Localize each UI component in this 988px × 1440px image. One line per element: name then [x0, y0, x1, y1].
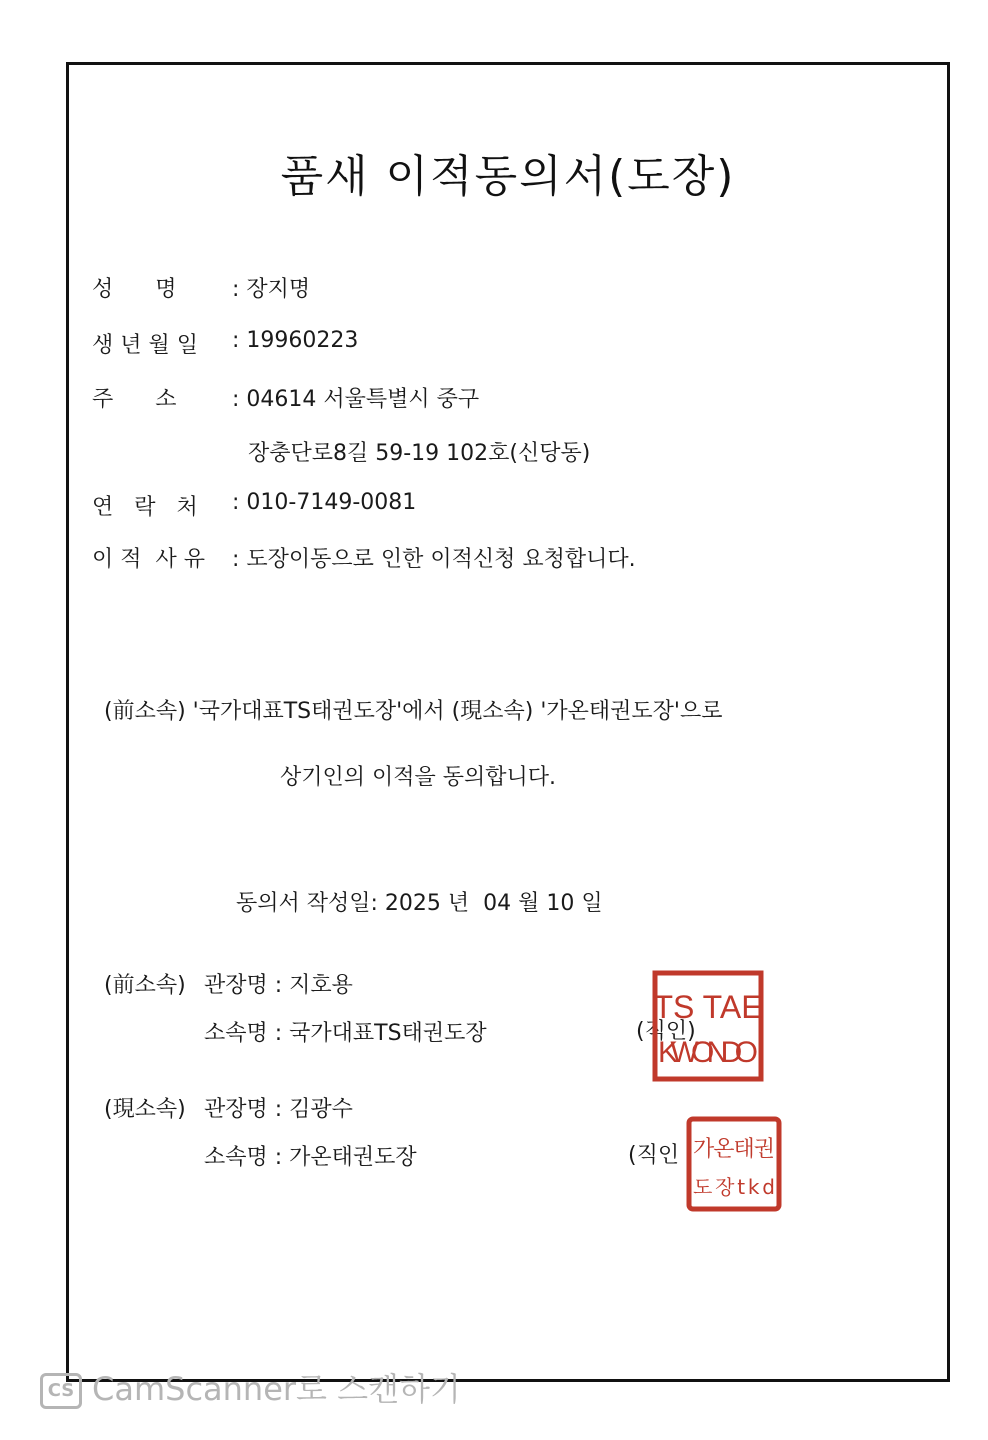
name-value: : 장지명 [232, 277, 311, 302]
current-director: 관장명 : 김광수 [204, 1097, 353, 1122]
svg-text:가온태권: 가온태권 [693, 1137, 775, 1162]
camscanner-watermark [40, 1364, 461, 1410]
birth-label: 생 년 월 일 [92, 333, 198, 358]
statement-line1: (前소속) '국가대표TS태권도장'에서 (現소속) '가온태권도장'으로 [104, 699, 723, 724]
current-seal-label: (직인 [628, 1143, 680, 1168]
previous-director: 관장명 : 지호용 [204, 973, 353, 998]
previous-seal-label: (직인) [636, 1019, 696, 1044]
reason-label: 이 적 사 유 [92, 547, 205, 572]
statement-line2: 상기인의 이적을 동의합니다. [280, 765, 557, 790]
name-label: 성 명 [92, 277, 177, 302]
reason-value: : 도장이동으로 인한 이적신청 요청합니다. [232, 547, 636, 572]
address-value-line2: 장충단로8길 59-19 102호(신당동) [248, 441, 591, 466]
date-line: 동의서 작성일: 2025 년 04 월 10 일 [236, 891, 603, 916]
address-label: 주 소 [92, 387, 177, 412]
camscanner-logo-icon: CS [40, 1373, 82, 1409]
previous-prefix: (前소속) [104, 973, 186, 998]
svg-text:KWONDO: KWONDO [658, 1036, 758, 1069]
address-value-line1: : 04614 서울특별시 중구 [232, 387, 480, 412]
ts-taekwondo-seal-stamp [652, 970, 764, 1082]
birth-value: : 19960223 [232, 328, 359, 353]
contact-label: 연 락 처 [92, 495, 198, 520]
camscanner-watermark-text: CamScanner로 스캔하기 [92, 1370, 461, 1408]
gaon-taekwondo-seal-stamp [686, 1116, 782, 1212]
svg-text:도장tkd: 도장tkd [693, 1175, 775, 1199]
current-prefix: (現소속) [104, 1097, 186, 1122]
current-affiliation: 소속명 : 가온태권도장 [204, 1145, 417, 1170]
contact-value: : 010-7149-0081 [232, 490, 417, 515]
svg-text:TS TAE: TS TAE [653, 989, 763, 1025]
document-title: 품새 이적동의서(도장) [280, 151, 736, 202]
previous-affiliation: 소속명 : 국가대표TS태권도장 [204, 1021, 487, 1046]
